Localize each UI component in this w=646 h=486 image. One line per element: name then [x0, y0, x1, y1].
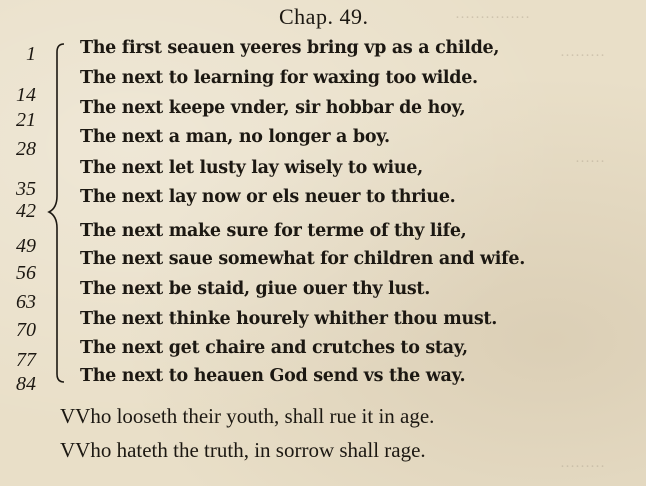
line-number: 35 [16, 178, 36, 200]
left-brace [44, 38, 80, 388]
line-number: 63 [16, 291, 36, 313]
line-number: 56 [16, 262, 36, 284]
verse-line: The next a man, no longer a boy. [80, 127, 390, 147]
chapter-heading: Chap. 49. [279, 4, 369, 29]
show-through-text: …………… [455, 6, 530, 22]
verse-line: The next get chaire and crutches to stay, [80, 338, 468, 358]
line-number: 70 [16, 319, 36, 341]
verse-line: The next to learning for waxing too wilde. [80, 68, 478, 88]
verse-line: The next let lusty lay wisely to wiue, [80, 158, 423, 178]
line-number: 49 [16, 235, 36, 257]
verse-line: The next saue somewhat for children and wife. [80, 249, 526, 269]
moral-line: VVho hateth the truth, in sorrow shall rage. [60, 438, 426, 462]
verse-line: The first seauen yeeres bring vp as a childe, [80, 38, 500, 58]
verse-line: The next make sure for terme of thy life, [80, 221, 467, 241]
show-through-text: ……… [560, 44, 605, 60]
verse-line: The next keepe vnder, sir hobbar de hoy, [80, 98, 466, 118]
line-number: 28 [16, 138, 36, 160]
verse-line: The next thinke hourely whither thou must. [80, 309, 498, 329]
show-through-text: …… [575, 150, 605, 166]
line-number: 84 [16, 373, 36, 395]
show-through-text: ……… [560, 455, 605, 471]
verse-line: The next be staid, giue ouer thy lust. [80, 279, 430, 299]
moral-line: VVho looseth their youth, shall rue it in age. [60, 404, 435, 428]
verse-line: The next lay now or els neuer to thriue. [80, 187, 456, 207]
line-number: 77 [16, 349, 36, 371]
line-number: 14 [16, 84, 36, 106]
line-number: 1 [26, 43, 36, 65]
line-number: 42 [16, 200, 36, 222]
line-number: 21 [16, 109, 36, 131]
verse-line: The next to heauen God send vs the way. [80, 366, 466, 386]
